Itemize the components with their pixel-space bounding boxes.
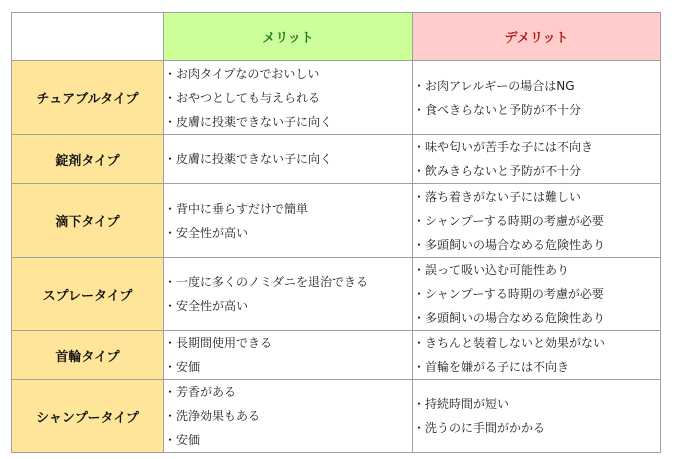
merit-cell [164, 61, 413, 135]
demerit-item: ・ 味や匂いが苦手な子には不向き [413, 135, 660, 159]
type-name-cell: 錠剤タイプ [12, 135, 164, 184]
merit-item: ・ 皮膚に投薬できない子に向く [164, 110, 412, 134]
merit-item: ・ 皮膚に投薬できない子に向く [164, 147, 412, 171]
merit-cell [164, 380, 413, 453]
comparison-table [11, 12, 661, 453]
merit-item: ・ 一度に多くのノミダニを退治できる [164, 270, 412, 294]
merit-list [164, 197, 412, 245]
demerit-item: ・ シャンプーする時期の考慮が必要 [413, 209, 660, 233]
demerit-item: ・ 持続時間が短い [413, 392, 660, 416]
merit-item: ・ 背中に垂らすだけで簡単 [164, 197, 412, 221]
type-name-cell: スプレータイプ [12, 258, 164, 331]
demerit-item: ・ 首輪を嫌がる子には不向き [413, 355, 660, 379]
demerit-item: ・ 食べきらないと予防が不十分 [413, 98, 660, 122]
merit-item: ・ 長期間使用できる [164, 331, 412, 355]
demerit-list [413, 258, 660, 330]
merit-item: ・ お肉タイプなのでおいしい [164, 62, 412, 86]
demerit-list [413, 392, 660, 440]
merit-item: ・ 安価 [164, 428, 412, 452]
merit-list [164, 147, 412, 171]
type-name-cell: 首輪タイプ [12, 331, 164, 380]
demerit-cell [413, 61, 661, 135]
demerit-item: ・ 誤って吸い込む可能性あり [413, 258, 660, 282]
merit-list [164, 62, 412, 134]
corner-cell [12, 13, 164, 61]
merit-list [164, 270, 412, 318]
merit-list [164, 380, 412, 452]
demerit-cell [413, 135, 661, 184]
demerit-cell [413, 184, 661, 258]
merit-list [164, 331, 412, 379]
demerit-header: デメリット [413, 13, 661, 61]
merit-item: ・ おやつとしても与えられる [164, 86, 412, 110]
demerit-item: ・ 多頭飼いの場合なめる危険性あり [413, 306, 660, 330]
demerit-item: ・ 洗うのに手間がかかる [413, 416, 660, 440]
demerit-cell [413, 380, 661, 453]
merit-cell [164, 258, 413, 331]
merit-cell [164, 331, 413, 380]
merit-item: ・ 芳香がある [164, 380, 412, 404]
demerit-cell [413, 258, 661, 331]
merit-item: ・ 安全性が高い [164, 221, 412, 245]
type-name-cell: 滴下タイプ [12, 184, 164, 258]
merit-item: ・ 安価 [164, 355, 412, 379]
merit-item: ・ 洗浄効果もある [164, 404, 412, 428]
type-name-cell: チュアブルタイプ [12, 61, 164, 135]
demerit-list [413, 185, 660, 257]
demerit-item: ・ お肉アレルギーの場合はNG [413, 74, 660, 98]
merit-cell [164, 135, 413, 184]
table-row [12, 331, 661, 380]
table-row [12, 135, 661, 184]
demerit-list [413, 135, 660, 183]
demerit-item: ・ シャンプーする時期の考慮が必要 [413, 282, 660, 306]
merit-cell [164, 184, 413, 258]
type-name-cell: シャンプータイプ [12, 380, 164, 453]
merit-header: メリット [164, 13, 413, 61]
demerit-item: ・ きちんと装着しないと効果がない [413, 331, 660, 355]
header-row [12, 13, 661, 61]
table-row [12, 61, 661, 135]
demerit-list [413, 331, 660, 379]
demerit-item: ・ 多頭飼いの場合なめる危険性あり [413, 233, 660, 257]
demerit-item: ・ 落ち着きがない子には難しい [413, 185, 660, 209]
merit-item: ・ 安全性が高い [164, 294, 412, 318]
demerit-cell [413, 331, 661, 380]
demerit-item: ・ 飲みきらないと予防が不十分 [413, 159, 660, 183]
table-row [12, 258, 661, 331]
demerit-list [413, 74, 660, 122]
table-row [12, 184, 661, 258]
table-row [12, 380, 661, 453]
